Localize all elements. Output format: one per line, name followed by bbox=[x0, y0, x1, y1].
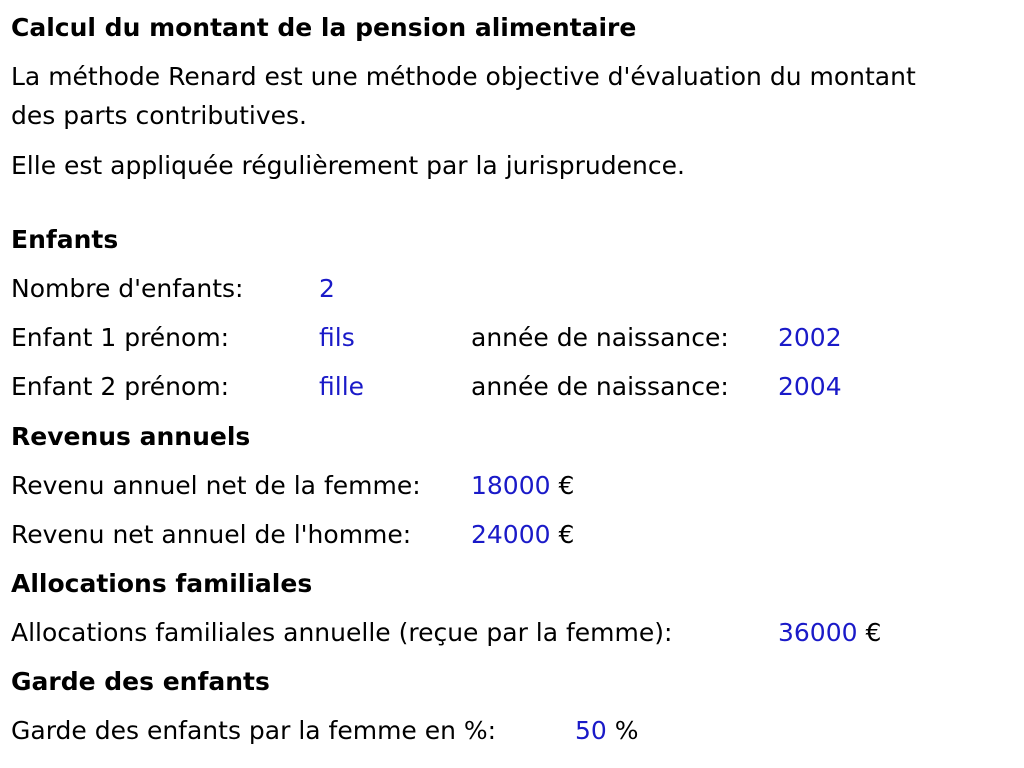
revenu-homme-field bbox=[471, 520, 574, 550]
revenu-homme-label: Revenu net annuel de l'homme: bbox=[11, 520, 412, 549]
enfant-2-birth-label: année de naissance: bbox=[471, 372, 729, 401]
row-nombre-enfants bbox=[11, 274, 243, 304]
heading-enfants: Enfants bbox=[11, 225, 119, 254]
row-enfant-1 bbox=[11, 323, 229, 353]
revenu-femme-label: Revenu annuel net de la femme: bbox=[11, 471, 421, 500]
intro-line-1: La méthode Renard est une méthode objective d'évaluation du montant bbox=[11, 62, 916, 91]
enfant-2-name-value[interactable]: fille bbox=[319, 372, 365, 401]
garde-unit: % bbox=[614, 716, 639, 745]
row-enfant-2 bbox=[11, 372, 229, 402]
heading-revenus: Revenus annuels bbox=[11, 422, 251, 451]
intro-line-2: des parts contributives. bbox=[11, 101, 307, 130]
revenu-femme-value[interactable]: 18000 bbox=[471, 471, 551, 500]
allocations-field bbox=[778, 618, 881, 648]
enfant-2-birth-value[interactable]: 2004 bbox=[778, 372, 842, 401]
nombre-enfants-value[interactable]: 2 bbox=[319, 274, 335, 303]
revenu-homme-value[interactable]: 24000 bbox=[471, 520, 551, 549]
allocations-currency: € bbox=[865, 618, 882, 647]
row-revenu-femme bbox=[11, 471, 421, 501]
heading-allocations: Allocations familiales bbox=[11, 569, 313, 598]
garde-label: Garde des enfants par la femme en %: bbox=[11, 716, 497, 745]
enfant-1-label: Enfant 1 prénom: bbox=[11, 323, 230, 352]
row-garde bbox=[11, 716, 496, 746]
allocations-label: Allocations familiales annuelle (reçue par la femme): bbox=[11, 618, 673, 647]
allocations-value[interactable]: 36000 bbox=[778, 618, 858, 647]
revenu-femme-field bbox=[471, 471, 574, 501]
page-title: Calcul du montant de la pension alimentaire bbox=[11, 13, 637, 42]
revenu-femme-currency: € bbox=[558, 471, 575, 500]
garde-field bbox=[575, 716, 639, 746]
revenu-homme-currency: € bbox=[558, 520, 575, 549]
enfant-1-name-value[interactable]: fils bbox=[319, 323, 355, 352]
enfant-1-birth-value[interactable]: 2002 bbox=[778, 323, 842, 352]
garde-value[interactable]: 50 bbox=[575, 716, 607, 745]
enfant-2-label: Enfant 2 prénom: bbox=[11, 372, 230, 401]
nombre-enfants-label: Nombre d'enfants: bbox=[11, 274, 244, 303]
heading-garde: Garde des enfants bbox=[11, 667, 270, 696]
intro-line-3: Elle est appliquée régulièrement par la jurisprudence. bbox=[11, 151, 685, 180]
row-revenu-homme bbox=[11, 520, 411, 550]
enfant-1-birth-label: année de naissance: bbox=[471, 323, 729, 352]
row-allocations bbox=[11, 618, 672, 648]
